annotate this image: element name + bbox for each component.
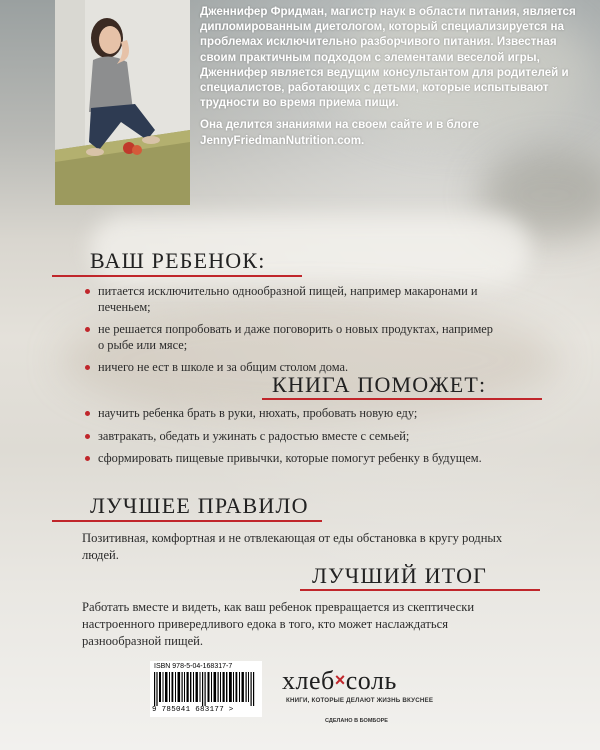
section-heading-help: КНИГА ПОМОЖЕТ: <box>272 372 487 397</box>
publisher-logo <box>282 666 397 696</box>
bullet-icon <box>85 327 90 332</box>
list-item <box>82 406 542 422</box>
bio-paragraph <box>200 4 580 110</box>
publisher-imprint: СДЕЛАНО В БОМБОРЕ <box>325 718 388 724</box>
bio-text: магистр наук в области питания, является дипломированным диетологом, который специализируется на проблемах исключительно разборчивого питания. Известная своим практичным подходом с элементами веселой игры, Дженнифер является ведущим консультантом для родителей и специалистов, работающих с детьми, которые испытывают трудности во время приема пищи. <box>200 5 576 110</box>
bullet-icon <box>85 456 90 461</box>
heading-underline <box>300 589 540 591</box>
barcode-bars <box>154 672 258 706</box>
list-item-text: ничего не ест в школе и за общим столом дома. <box>98 360 349 374</box>
bullet-icon <box>85 434 90 439</box>
publisher-logo-left: хлеб <box>282 666 335 695</box>
list-item <box>82 322 502 353</box>
list-item-text: питается исключительно однообразной пищей, например макаронами и печеньем; <box>98 284 478 314</box>
section-heading-rule: ЛУЧШЕЕ ПРАВИЛО <box>90 493 309 518</box>
author-name: Дженнифер Фридман, <box>200 5 328 18</box>
publisher-logo-cross: × <box>334 670 346 690</box>
book-help-list <box>82 406 542 474</box>
list-item-text: научить ребенка брать в руки, нюхать, пробовать новую еду; <box>98 406 418 420</box>
list-item <box>82 284 502 315</box>
list-item <box>82 451 542 467</box>
heading-underline <box>52 520 322 522</box>
barcode <box>150 661 262 717</box>
list-item-text: сформировать пищевые привычки, которые помогут ребенку в будущем. <box>98 451 482 465</box>
barcode-number: 9 785041 683177 > <box>152 706 234 714</box>
isbn-label: ISBN 978-5-04-168317-7 <box>154 663 233 670</box>
child-problem-list <box>82 284 502 383</box>
publisher-tagline: КНИГИ, КОТОРЫЕ ДЕЛАЮТ ЖИЗНЬ ВКУСНЕЕ <box>286 697 434 704</box>
bullet-icon <box>85 411 90 416</box>
bullet-icon <box>85 289 90 294</box>
rule-text: Позитивная, комфортная и не отвлекающая от еды обстановка в кругу родных людей. <box>82 531 503 562</box>
heading-underline <box>52 275 302 277</box>
result-text: Работать вместе и видеть, как ваш ребенок превращается из скептически настроенного привередливого едока в того, кто может наслаждаться разнообразной пищей. <box>82 600 475 648</box>
heading-underline <box>262 398 542 400</box>
list-item-text: не решается попробовать и даже поговорить о новых продуктах, например о рыбе или мясе; <box>98 322 493 352</box>
list-item-text: завтракать, обедать и ужинать с радостью вместе с семьей; <box>98 428 410 443</box>
publisher-logo-right: соль <box>345 666 397 695</box>
author-photo <box>55 0 190 205</box>
list-item <box>82 429 542 445</box>
section-heading-child: ВАШ РЕБЕНОК: <box>90 248 266 273</box>
section-heading-result: ЛУЧШИЙ ИТОГ <box>312 563 488 588</box>
bio-paragraph: Она делится знаниями на своем сайте и в блоге JennyFriedmanNutrition.com. <box>200 118 479 147</box>
bullet-icon <box>85 365 90 370</box>
author-bio <box>200 4 580 155</box>
